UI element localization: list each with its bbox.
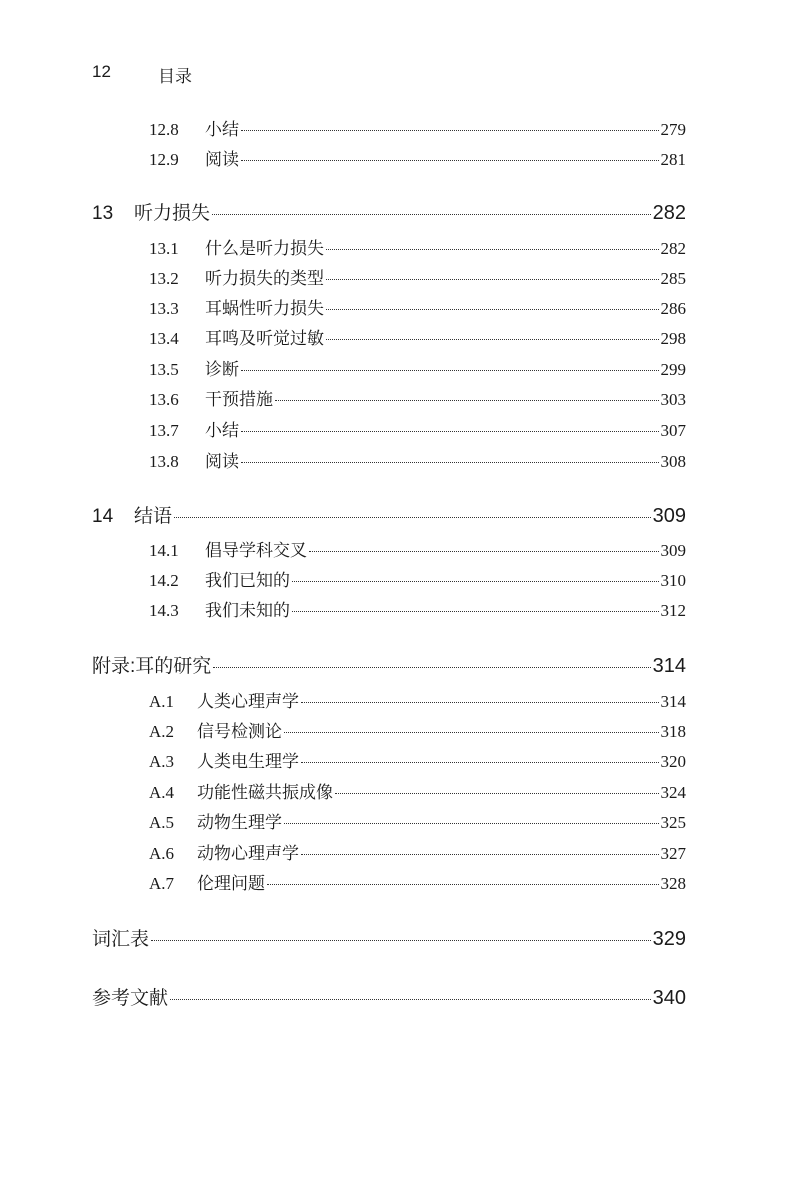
section-title: 听力损失的类型 [205, 269, 324, 288]
section-number: 13.6 [149, 390, 179, 409]
section-title: 动物心理声学 [197, 844, 299, 863]
section-title: 动物生理学 [197, 813, 282, 832]
dot-leader [241, 431, 659, 432]
section-number: 13.5 [149, 360, 179, 379]
toc-references[interactable] [92, 983, 686, 1011]
toc-section-a-1[interactable] [149, 687, 686, 713]
dot-leader [213, 667, 650, 668]
section-number: A.3 [149, 752, 175, 771]
appendix-page: 314 [652, 655, 686, 677]
section-title: 功能性磁共振成像 [197, 783, 333, 802]
section-page: 285 [660, 269, 686, 288]
toc-chapter-13[interactable] [92, 198, 686, 226]
dot-leader [174, 517, 651, 518]
dot-leader [284, 732, 659, 733]
section-title: 小结 [205, 120, 239, 139]
toc-appendix[interactable] [92, 651, 686, 679]
section-title: 小结 [205, 421, 239, 440]
glossary-title: 词汇表 [92, 929, 150, 950]
chapter-page: 282 [652, 202, 686, 224]
dot-leader [301, 762, 659, 763]
section-page: 328 [660, 874, 686, 893]
running-title: 目录 [158, 67, 192, 86]
section-page: 298 [660, 329, 686, 348]
dot-leader [267, 884, 659, 885]
toc-section-a-2[interactable] [149, 717, 686, 743]
toc-section-a-4[interactable] [149, 778, 686, 804]
section-number: 13.8 [149, 452, 179, 471]
chapter-page: 309 [652, 505, 686, 527]
dot-leader [301, 854, 659, 855]
section-page: 303 [660, 390, 686, 409]
dot-leader [275, 400, 659, 401]
section-number: 13.7 [149, 421, 179, 440]
dot-leader [301, 702, 659, 703]
references-page: 340 [652, 987, 686, 1009]
chapter-number: 14 [92, 506, 114, 527]
toc-section-13-2[interactable] [149, 264, 686, 290]
section-number: 12.8 [149, 120, 179, 139]
toc-section-a-7[interactable] [149, 869, 686, 895]
section-number: 13.4 [149, 329, 179, 348]
section-title: 耳蜗性听力损失 [205, 299, 324, 318]
section-page: 299 [660, 360, 686, 379]
section-number: A.1 [149, 692, 175, 711]
dot-leader [326, 279, 659, 280]
section-title: 我们已知的 [205, 571, 290, 590]
dot-leader [212, 214, 651, 215]
appendix-title: 附录:耳的研究 [92, 656, 212, 677]
section-number: A.5 [149, 813, 175, 832]
section-page: 282 [660, 239, 686, 258]
section-title: 阅读 [205, 150, 239, 169]
toc-section-13-6[interactable] [149, 385, 686, 411]
page-number: 12 [92, 62, 111, 81]
chapter-title: 听力损失 [134, 203, 211, 224]
toc-section-12-8[interactable] [149, 115, 686, 141]
section-title: 信号检测论 [197, 722, 282, 741]
section-page: 281 [660, 150, 686, 169]
dot-leader [309, 551, 659, 552]
section-number: 13.2 [149, 269, 179, 288]
section-page: 309 [660, 541, 686, 560]
section-number: 13.3 [149, 299, 179, 318]
dot-leader [326, 249, 659, 250]
section-number: A.6 [149, 844, 175, 863]
section-page: 307 [660, 421, 686, 440]
toc-section-14-1[interactable] [149, 536, 686, 562]
dot-leader [241, 462, 659, 463]
dot-leader [335, 793, 659, 794]
dot-leader [170, 999, 651, 1000]
section-page: 314 [660, 692, 686, 711]
section-number: 14.2 [149, 571, 179, 590]
section-number: 12.9 [149, 150, 179, 169]
toc-section-13-8[interactable] [149, 447, 686, 473]
dot-leader [241, 370, 659, 371]
section-title: 我们未知的 [205, 601, 290, 620]
toc-section-12-9[interactable] [149, 145, 686, 171]
section-title: 干预措施 [205, 390, 273, 409]
section-title: 倡导学科交叉 [205, 541, 307, 560]
section-number: 14.1 [149, 541, 179, 560]
dot-leader [151, 940, 651, 941]
section-page: 279 [660, 120, 686, 139]
section-number: A.7 [149, 874, 175, 893]
section-title: 什么是听力损失 [205, 239, 324, 258]
dot-leader [326, 339, 659, 340]
section-number: A.2 [149, 722, 175, 741]
section-page: 286 [660, 299, 686, 318]
toc-section-a-3[interactable] [149, 747, 686, 773]
toc-section-14-3[interactable] [149, 596, 686, 622]
dot-leader [284, 823, 659, 824]
section-page: 324 [660, 783, 686, 802]
references-title: 参考文献 [92, 988, 169, 1009]
section-page: 318 [660, 722, 686, 741]
section-page: 308 [660, 452, 686, 471]
dot-leader [241, 130, 659, 131]
dot-leader [326, 309, 659, 310]
glossary-page: 329 [652, 928, 686, 950]
section-number: A.4 [149, 783, 175, 802]
toc-section-13-5[interactable] [149, 355, 686, 381]
dot-leader [292, 611, 659, 612]
toc-section-14-2[interactable] [149, 566, 686, 592]
section-title: 耳鸣及听觉过敏 [205, 329, 324, 348]
toc-section-a-5[interactable] [149, 808, 686, 834]
dot-leader [292, 581, 659, 582]
toc-section-a-6[interactable] [149, 839, 686, 865]
toc-chapter-14[interactable] [92, 501, 686, 529]
chapter-title: 结语 [134, 506, 173, 527]
section-title: 人类心理声学 [197, 692, 299, 711]
toc-section-13-1[interactable] [149, 234, 686, 260]
section-page: 312 [660, 601, 686, 620]
section-page: 325 [660, 813, 686, 832]
section-page: 327 [660, 844, 686, 863]
section-title: 阅读 [205, 452, 239, 471]
chapter-number: 13 [92, 203, 114, 224]
toc-glossary[interactable] [92, 924, 686, 952]
section-title: 伦理问题 [197, 874, 265, 893]
section-page: 310 [660, 571, 686, 590]
section-title: 诊断 [205, 360, 239, 379]
section-page: 320 [660, 752, 686, 771]
toc-section-13-3[interactable] [149, 294, 686, 320]
dot-leader [241, 160, 659, 161]
section-title: 人类电生理学 [197, 752, 299, 771]
section-number: 14.3 [149, 601, 179, 620]
section-number: 13.1 [149, 239, 179, 258]
toc-section-13-4[interactable] [149, 324, 686, 350]
toc-section-13-7[interactable] [149, 416, 686, 442]
